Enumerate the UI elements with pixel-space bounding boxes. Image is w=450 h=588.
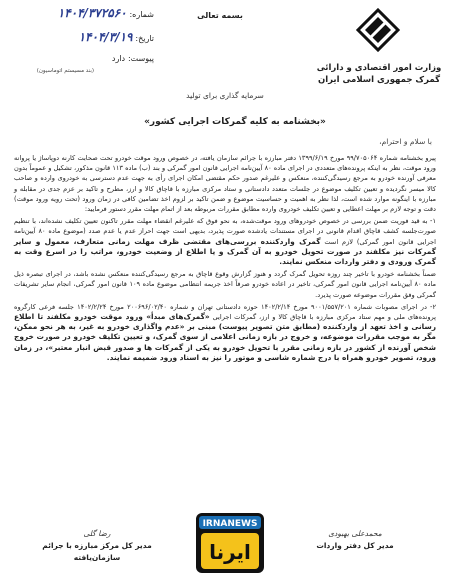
signature-crime-director [22, 528, 172, 564]
item-1-text: ۱- به قید فوریت ضمن بررسی در خصوص خودروهای ورود موقت‌شده، به نحو فوق که علیرغم انقضاء مهلت مقرر تاکنون تعیین تکلیف نشده‌اند، با تنظیم صورت‌جلسه کشف قاچاق اقدام قانونی در اجرای مستندات یادشده صورت پذیرد، بدیهی است جهت احراز عدم یا عدم صدد (موضوع ماده ۸۰ آیین‌نامه اجرایی قانون امور گمرکی) لازم است [14, 217, 436, 246]
organization-name [314, 62, 444, 86]
date-label: تاریخ: [135, 34, 154, 43]
irna-watermark-logo [195, 512, 265, 574]
paragraph-intro: پیرو بخشنامه شماره ۹۹/۷۰۵۰۶۴ مورخ ۱۳۹۹/۶/۱۹ دفتر مبارزه با جرائم سازمان یافته، در خصوص ورود موقت خودرو تحت صحابت کارنه دوپاساژ یا پروانه ورود موقت، نظر به اینکه پرونده‌های متعددی در اجرای ماده ۸۰ آیین‌نامه اجرایی قانون امور گمرکی و بند (ب) ماده ۱۱۳ قانون مذکور، تشکیل و عموماً بدون معرفی آورنده خودرو به مرجع رسیدگی‌کننده، منعکس و علیرغم صدور حکم مقتضی امکان اجرای رأی به جهت عدم دسترسی به خودروی وارده و صاحب کالا میسر نگردیده و تعیین تکلیف موضوع در جلسات متعدد دادستانی و ستاد مرکزی مبارزه با قاچاق کالا و ارز، مطرح و تاکید بر عزم جدی در مقابله و مبارزه با اینگونه موارد شده است، لذا نظر به اهمیت و حساسیت موضوع و ضمن تاکید بر لزوم اخذ تضامین کافی در زمان ورود (تحت رویه ورود موقت) دقت و توجه لازم بر مهلت اعطایی و تعیین تکلیف خودروی وارده مطابق مقررات مربوطه بعد از اتمام مهلت مقرر دستور فرمایید: [14, 154, 436, 214]
letter-body [14, 153, 436, 365]
letter-meta [4, 6, 154, 74]
paragraph-item-1 [14, 216, 436, 267]
watermark-main-text: ایرنا [209, 540, 251, 564]
org-customs: گمرک جمهوری اسلامی ایران [317, 75, 441, 85]
org-ministry: وزارت امور اقتصادی و دارائی [316, 63, 442, 73]
item-1-emphasis: گمرک واردکننده بررسی‌های مقتضی ظرف مهلت زمانی متعارف، معمول و سایر گمرکات نیز مکلفند در صورت تحویل خودرو به آن گمرک و یا اطلاع از وضعیت خودرو، مراتب را در اسرع وقت به گمرک ورودی و دفتر واردات منعکس نمایند. [14, 236, 436, 267]
date-row [4, 30, 154, 54]
signatory-title: مدیر کل مرکز مبارزه با جرائم سازمان‌یافته [42, 541, 152, 562]
number-row [4, 6, 154, 30]
signatory-title: مدیر کل دفتر واردات [316, 541, 394, 550]
customs-logo-icon [356, 8, 400, 52]
greeting: با سلام و احترام، [379, 137, 432, 146]
number-value: ۱۴۰۴/۳۷۲۵۶۰ [57, 6, 127, 20]
attachment-row [4, 54, 154, 68]
paragraph-item-2 [14, 302, 436, 363]
watermark-top-text: IRNANEWS [202, 519, 258, 529]
bismillah: بسمه تعالی [197, 11, 243, 20]
year-motto: سرمایه گذاری برای تولید [186, 91, 264, 100]
recipient-heading: «بخشنامه به کلیه گمرکات اجرایی کشور» [144, 117, 326, 127]
date-value: ۱۴۰۴/۳/۱۹ [78, 30, 133, 44]
signatory-name: رضا گلی [83, 529, 111, 538]
paragraph-note: ضمناً بخشنامه خودرو با تاخیر چند روزه تحویل گمرک گردد و هنوز گزارش وقوع قاچاق به مرجع رسیدگی‌کننده منعکس نشده باشد، در اجرای تبصره ذیل ماده ۸۰ آیین‌نامه اجرایی قانون امور گمرکی، تاخیر در اعاده خودرو صرفاً اخذ جریمه انتظامی موضوع ماده ۱۰۹ قانون امور گمرکی، انجام سایر تشریفات گمرکی وفق مقررات موضوعه صورت پذیرد. [14, 270, 436, 299]
attachment-note: (بند مسیستم اتوماسیون) [36, 68, 94, 74]
number-label: شماره: [129, 10, 154, 19]
item-2-emphasis: «گمرک‌های مبدأ» ورود موقت خودرو مکلفند تا اطلاع رسانی و اخذ تعهد از واردکننده (مطابق متن تصویر پیوست) مبنی بر «عدم واگذاری خودرو به غیر، به هر نحو ممکن، مگر به موجب مقررات موضوعه، و خروج در بازه زمانی اعلامی از سوی گمرک، و تعیین تکلیف خودرو در صورت خروج شخص آورنده از کشور در بازه زمانی مقرر با تحویل خودرو به یکی از گمرکات ها و صدور قبض انبار معتبر»، در زمان ورود، تصویر خودرو همراه با درج شماره شاسی و موتور را نیز به اسناد ورود ضمیمه نمایند. [14, 312, 436, 362]
signatory-name: محمدعلی بهبودی [328, 529, 382, 538]
attachment-value: دارد [111, 54, 126, 63]
item-2-text: ۲- در اجرای مصوبات شماره ۹۰۰۱/۵۵۷/۲۰۱ مورخ ۱۴۰۲/۲/۱۴ حوزه دادستانی تهران و شماره ۲۰۰۶۹۶/۰۲/۴۰ مورخ ۱۴۰۲/۲/۲۴ جلسه فرعی کارگروه پرونده‌های ملی و مهم ستاد مرکزی مبارزه با قاچاق کالا و ارز، گمرکات اجرایی [14, 302, 436, 322]
signature-import-director [290, 528, 420, 552]
attachment-label: پیوست: [127, 54, 154, 63]
